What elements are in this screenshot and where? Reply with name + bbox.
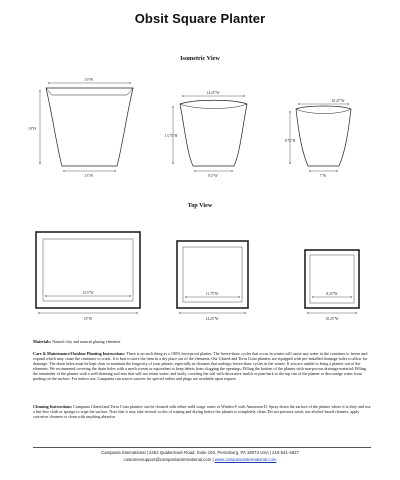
materials-text: Natural clay and natural glazing elements (52, 339, 121, 344)
large-height-label: 19"H (28, 127, 36, 131)
cleaning-label: Cleaning Instructions: (33, 404, 73, 409)
cleaning-note (33, 404, 371, 419)
care-text: There is no such thing as a 100% frost-proof planter. The freeze-thaw cycles that occur in winter will cause any water in the container to freeze and expand which may cause the container to crack. It is best to store the item in a dry place out of the elements. Our Glazed and Terra Cotta planters are equipped with pre-installed drainage holes to allow for drainage. The drain holes must be kept clear to maintain the longevity of your planter, especially in climates that undergo freeze-thaw cycles in the winter. If you are unable to bring a planter out of the elements: We recommend covering the drain holes with a mesh screen or equivalent to keep debris from clogging the openings; Filling the bottom of the planter with non-porous drainage material; Filling the remainder of the planter with a well-draining soil mix that will not retain water; and lastly, covering the soil with decorative mulch or pine bark to the top rim of the planter to discourage water from pooling on the surface. For indoor use, Campania can source saucers for special orders and plugs are available upon request. (33, 351, 368, 381)
large-base-width-label: 13"W (84, 174, 94, 178)
large-planter-top-view (36, 232, 140, 308)
materials-label: Materials: (33, 339, 52, 344)
care-note (33, 351, 371, 381)
footer-email: customersupport@campaniainternational.com (123, 457, 212, 462)
large-planter-isometric (46, 88, 133, 166)
footer-address: Campania International | 2452 Quakertown Road, Suite 100, Pennsburg, PA 18073 USA | 215-541-4627 (101, 450, 299, 455)
small-top-width-label: 10.25"W (331, 99, 345, 103)
cleaning-text: Campania Glazed and Terra Cotta planters can be cleaned with either mild soapy water or Windex® with Ammonia-D. Spray down the surface of the planter where it is dirty and use a lint-free cloth or sponge to wipe the surface. Note that it may take several cycles of wiping and drying before the planter is completely clean. Do not pressure wash, use alcohol based cleaners, apply corrosive cleaners or clean with anything abrasive. (33, 404, 371, 419)
top-view-label: Top View (187, 202, 213, 209)
large-top-width-label: 19"W (84, 78, 94, 82)
medium-top-width-label: 14.25"W (206, 91, 220, 95)
medium-planter-isometric (180, 100, 247, 166)
small-inner-width-label: 8.25"W (326, 292, 338, 296)
page-title: Obsit Square Planter (134, 11, 266, 26)
medium-planter-top-view (177, 241, 248, 308)
small-base-width-label: 7"W (319, 174, 327, 178)
isometric-view-label: Isometric View (180, 55, 220, 62)
medium-outer-width-label: 14.25"W (205, 317, 219, 321)
large-inner-width-label: 15.5"W (82, 291, 94, 295)
large-outer-width-label: 19"W (83, 317, 93, 321)
footer-contact (0, 457, 400, 462)
medium-inner-width-label: 11.75"W (205, 292, 219, 296)
footer-separator: | (211, 457, 215, 462)
small-outer-width-label: 10.25"W (325, 317, 339, 321)
care-label: Care & Maintenance/Outdoor Planting Instructions: (33, 351, 126, 356)
medium-base-width-label: 8.5"W (208, 174, 218, 178)
materials-note (33, 339, 371, 344)
footer-divider (33, 447, 371, 448)
footer-website-link[interactable]: www.campaniainternational.com (214, 457, 277, 462)
small-height-label: 8.75"H (284, 139, 296, 143)
medium-height-label: 13.75"H (164, 134, 178, 138)
small-planter-top-view (305, 250, 359, 308)
small-planter-isometric (296, 106, 351, 166)
